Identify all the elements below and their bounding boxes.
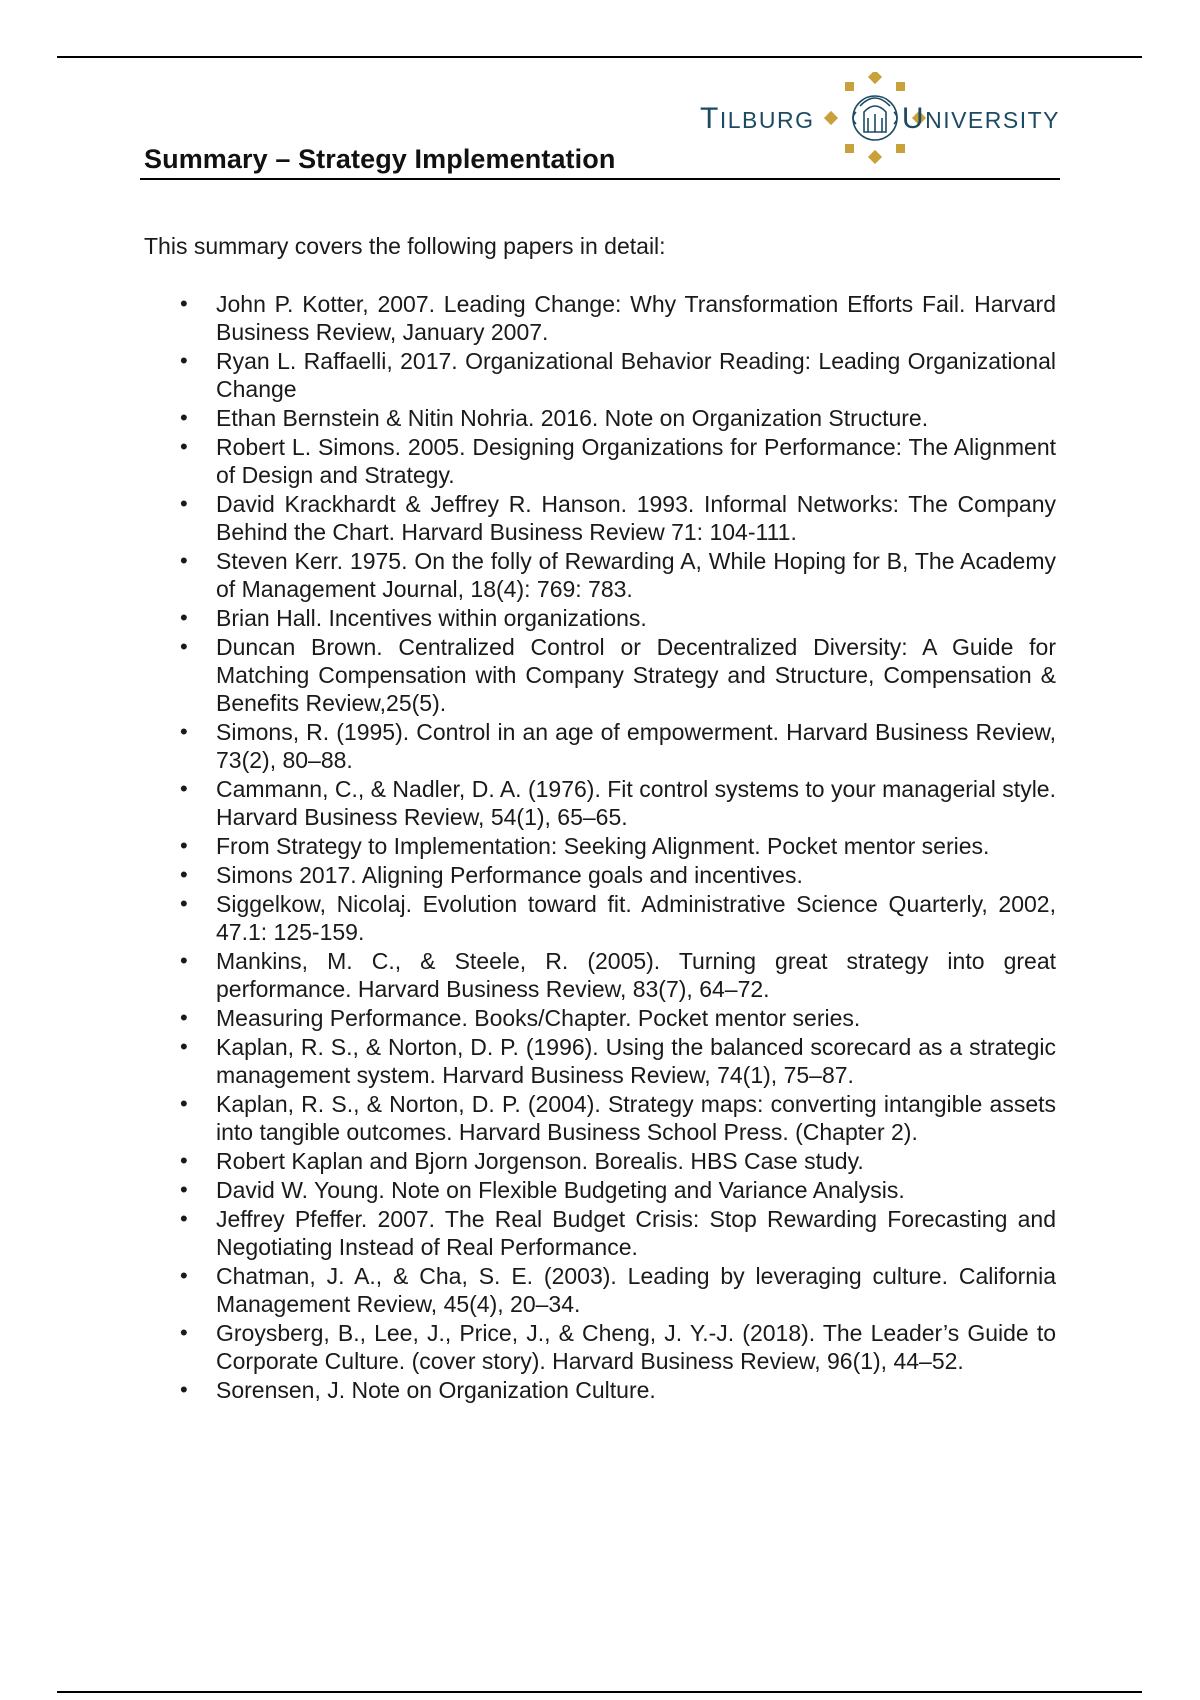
reference-item (180, 1176, 1056, 1204)
reference-text: John P. Kotter, 2007. Leading Change: Why Transformation Efforts Fail. Harvard Business Review, January 2007. (216, 291, 1056, 345)
bullet-icon: • (180, 1377, 188, 1402)
reference-item (180, 290, 1056, 346)
reference-item (180, 832, 1056, 860)
tilburg-university-logo (700, 72, 1060, 164)
bullet-icon: • (180, 434, 188, 459)
reference-item (180, 1033, 1056, 1089)
reference-text: David W. Young. Note on Flexible Budgeting and Variance Analysis. (216, 1177, 905, 1203)
reference-item (180, 490, 1056, 546)
reference-item (180, 1205, 1056, 1261)
reference-item (180, 1090, 1056, 1146)
crest-columns (868, 114, 882, 132)
reference-item (180, 947, 1056, 1003)
bullet-icon: • (180, 1263, 188, 1288)
reference-text: Kaplan, R. S., & Norton, D. P. (2004). Strategy maps: converting intangible assets into tangible outcomes. Harvard Business School Press. (Chapter 2). (216, 1091, 1056, 1145)
reference-text: David Krackhardt & Jeffrey R. Hanson. 1993. Informal Networks: The Company Behind the Chart. Harvard Business Review 71: 104-111. (216, 491, 1056, 545)
bullet-icon: • (180, 548, 188, 573)
bullet-icon: • (180, 1320, 188, 1345)
crest-diamond-bottom (868, 150, 882, 164)
reference-text: Sorensen, J. Note on Organization Culture. (216, 1377, 656, 1403)
reference-item (180, 890, 1056, 946)
logo-word-university: UNIVERSITY (901, 102, 1060, 135)
reference-item (180, 718, 1056, 774)
bullet-icon: • (180, 1091, 188, 1116)
reference-item (180, 861, 1056, 889)
crest-diamond-left (824, 111, 838, 125)
bullet-icon: • (180, 1148, 188, 1173)
crest-diamond-top (868, 72, 882, 84)
reference-text: Duncan Brown. Centralized Control or Decentralized Diversity: A Guide for Matching Compensation with Company Strategy and Structure, Compensation & Benefits Review,25(5). (216, 634, 1056, 716)
reference-item (180, 347, 1056, 403)
reference-text: Brian Hall. Incentives within organizations. (216, 605, 647, 631)
top-page-rule (57, 56, 1142, 58)
bullet-icon: • (180, 891, 188, 916)
bullet-icon: • (180, 948, 188, 973)
reference-item (180, 775, 1056, 831)
reference-item (180, 1004, 1056, 1032)
reference-text: Mankins, M. C., & Steele, R. (2005). Turning great strategy into great performance. Harvard Business Review, 83(7), 64–72. (216, 948, 1056, 1002)
bullet-icon: • (180, 1034, 188, 1059)
reference-text: Ethan Bernstein & Nitin Nohria. 2016. Note on Organization Structure. (216, 405, 929, 431)
bullet-icon: • (180, 719, 188, 744)
bullet-icon: • (180, 1206, 188, 1231)
reference-item (180, 547, 1056, 603)
reference-text: Jeffrey Pfeffer. 2007. The Real Budget Crisis: Stop Rewarding Forecasting and Negotiating Instead of Real Performance. (216, 1206, 1056, 1260)
reference-text: Simons, R. (1995). Control in an age of empowerment. Harvard Business Review, 73(2), 80–88. (216, 719, 1056, 773)
bullet-icon: • (180, 348, 188, 373)
bullet-icon: • (180, 405, 188, 430)
logo-word-tilburg: TILBURG (700, 102, 815, 135)
reference-text: Chatman, J. A., & Cha, S. E. (2003). Leading by leveraging culture. California Management Review, 45(4), 20–34. (216, 1263, 1056, 1317)
document-title: Summary – Strategy Implementation (144, 144, 616, 174)
reference-item (180, 633, 1056, 717)
reference-text: Robert Kaplan and Bjorn Jorgenson. Borealis. HBS Case study. (216, 1148, 864, 1174)
crest-square-br (896, 144, 905, 153)
reference-item (180, 604, 1056, 632)
bullet-icon: • (180, 1177, 188, 1202)
bullet-icon: • (180, 776, 188, 801)
crest-square-tr (896, 82, 905, 91)
reference-text: From Strategy to Implementation: Seeking Alignment. Pocket mentor series. (216, 833, 990, 859)
reference-text: Simons 2017. Aligning Performance goals and incentives. (216, 862, 803, 888)
reference-item (180, 404, 1056, 432)
document-header (140, 70, 1060, 180)
reference-text: Cammann, C., & Nadler, D. A. (1976). Fit control systems to your managerial style. Harvard Business Review, 54(1), 65–65. (216, 776, 1056, 830)
reference-list (180, 290, 1056, 1405)
bullet-icon: • (180, 291, 188, 316)
bullet-icon: • (180, 862, 188, 887)
reference-text: Robert L. Simons. 2005. Designing Organizations for Performance: The Alignment of Design and Strategy. (216, 434, 1056, 488)
reference-text: Measuring Performance. Books/Chapter. Pocket mentor series. (216, 1005, 861, 1031)
intro-text: This summary covers the following papers in detail: (144, 233, 666, 259)
reference-text: Kaplan, R. S., & Norton, D. P. (1996). Using the balanced scorecard as a strategic management system. Harvard Business Review, 74(1), 75–87. (216, 1034, 1056, 1088)
reference-text: Steven Kerr. 1975. On the folly of Rewarding A, While Hoping for B, The Academy of Management Journal, 18(4): 769: 783. (216, 548, 1056, 602)
reference-text: Siggelkow, Nicolaj. Evolution toward fit. Administrative Science Quarterly, 2002, 47.1: 125-159. (216, 891, 1056, 945)
reference-item (180, 433, 1056, 489)
bullet-icon: • (180, 491, 188, 516)
bullet-icon: • (180, 833, 188, 858)
reference-item (180, 1147, 1056, 1175)
reference-text: Groysberg, B., Lee, J., Price, J., & Cheng, J. Y.-J. (2018). The Leader’s Guide to Corporate Culture. (cover story). Harvard Business Review, 96(1), 44–52. (216, 1320, 1056, 1374)
crest-square-bl (845, 144, 854, 153)
reference-item (180, 1376, 1056, 1404)
reference-item (180, 1262, 1056, 1318)
bullet-icon: • (180, 605, 188, 630)
bottom-page-rule (57, 1691, 1142, 1693)
reference-text: Ryan L. Raffaelli, 2017. Organizational Behavior Reading: Leading Organizational Change (216, 348, 1056, 402)
crest-square-tl (845, 82, 854, 91)
reference-item (180, 1319, 1056, 1375)
bullet-icon: • (180, 634, 188, 659)
bullet-icon: • (180, 1005, 188, 1030)
